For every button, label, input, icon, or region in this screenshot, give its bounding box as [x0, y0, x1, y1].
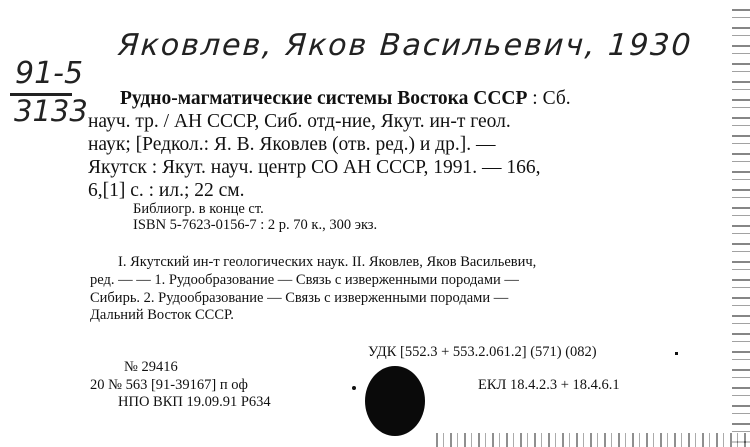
npo-line: НПО ВКП 19.09.91 Р634	[118, 394, 271, 410]
subject-line-4: Дальний Восток СССР.	[90, 307, 234, 323]
udk-line: УДК [552.3 + 553.2.061.2] (571) (082)	[368, 344, 597, 360]
entry-line-2: науч. тр. / АН СССР, Сиб. отд-ние, Якут. ин-т геол.	[88, 111, 511, 132]
subject-line-2: ред. — — 1. Рудообразование — Связь с изверженными породами —	[90, 272, 519, 288]
ink-speck	[352, 386, 356, 390]
entry-title: Рудно-магматические системы Востока СССР	[120, 88, 528, 109]
ink-speck	[675, 352, 678, 355]
isbn-line: ISBN 5-7623-0156-7 : 2 р. 70 к., 300 экз.	[133, 217, 378, 233]
card-number: № 29416	[124, 359, 178, 375]
ink-blot	[365, 366, 425, 436]
subject-line-1: I. Якутский ин-т геологических наук. II. Яковлев, Яков Васильевич,	[118, 254, 537, 270]
handwritten-shelfmark-top: 91-5	[15, 56, 84, 91]
entry-line-4: Якутск : Якут. науч. центр СО АН СССР, 1991. — 166,	[88, 157, 541, 178]
scan-edge-noise-right	[732, 0, 750, 447]
bbk-line: ЕКЛ 18.4.2.3 + 18.4.6.1	[478, 377, 620, 393]
scan-edge-noise-bottom	[430, 433, 750, 447]
subject-line-3: Сибирь. 2. Рудообразование — Связь с изверженными породами —	[90, 290, 509, 306]
entry-line-3: наук; [Редкол.: Я. В. Яковлев (отв. ред.) и др.]. —	[88, 134, 496, 155]
entry-line-1	[120, 87, 571, 110]
handwritten-author-heading: Яковлев, Яков Васильевич, 1930	[116, 28, 694, 63]
order-line: 20 № 563 [91-39167] п оф	[90, 377, 248, 393]
handwritten-shelfmark-bottom: 3133	[14, 94, 88, 128]
entry-title-suffix: : Сб.	[527, 88, 571, 109]
bibliography-note: Библиогр. в конце ст.	[133, 201, 264, 217]
entry-line-5: 6,[1] с. : ил.; 22 см.	[88, 180, 245, 201]
